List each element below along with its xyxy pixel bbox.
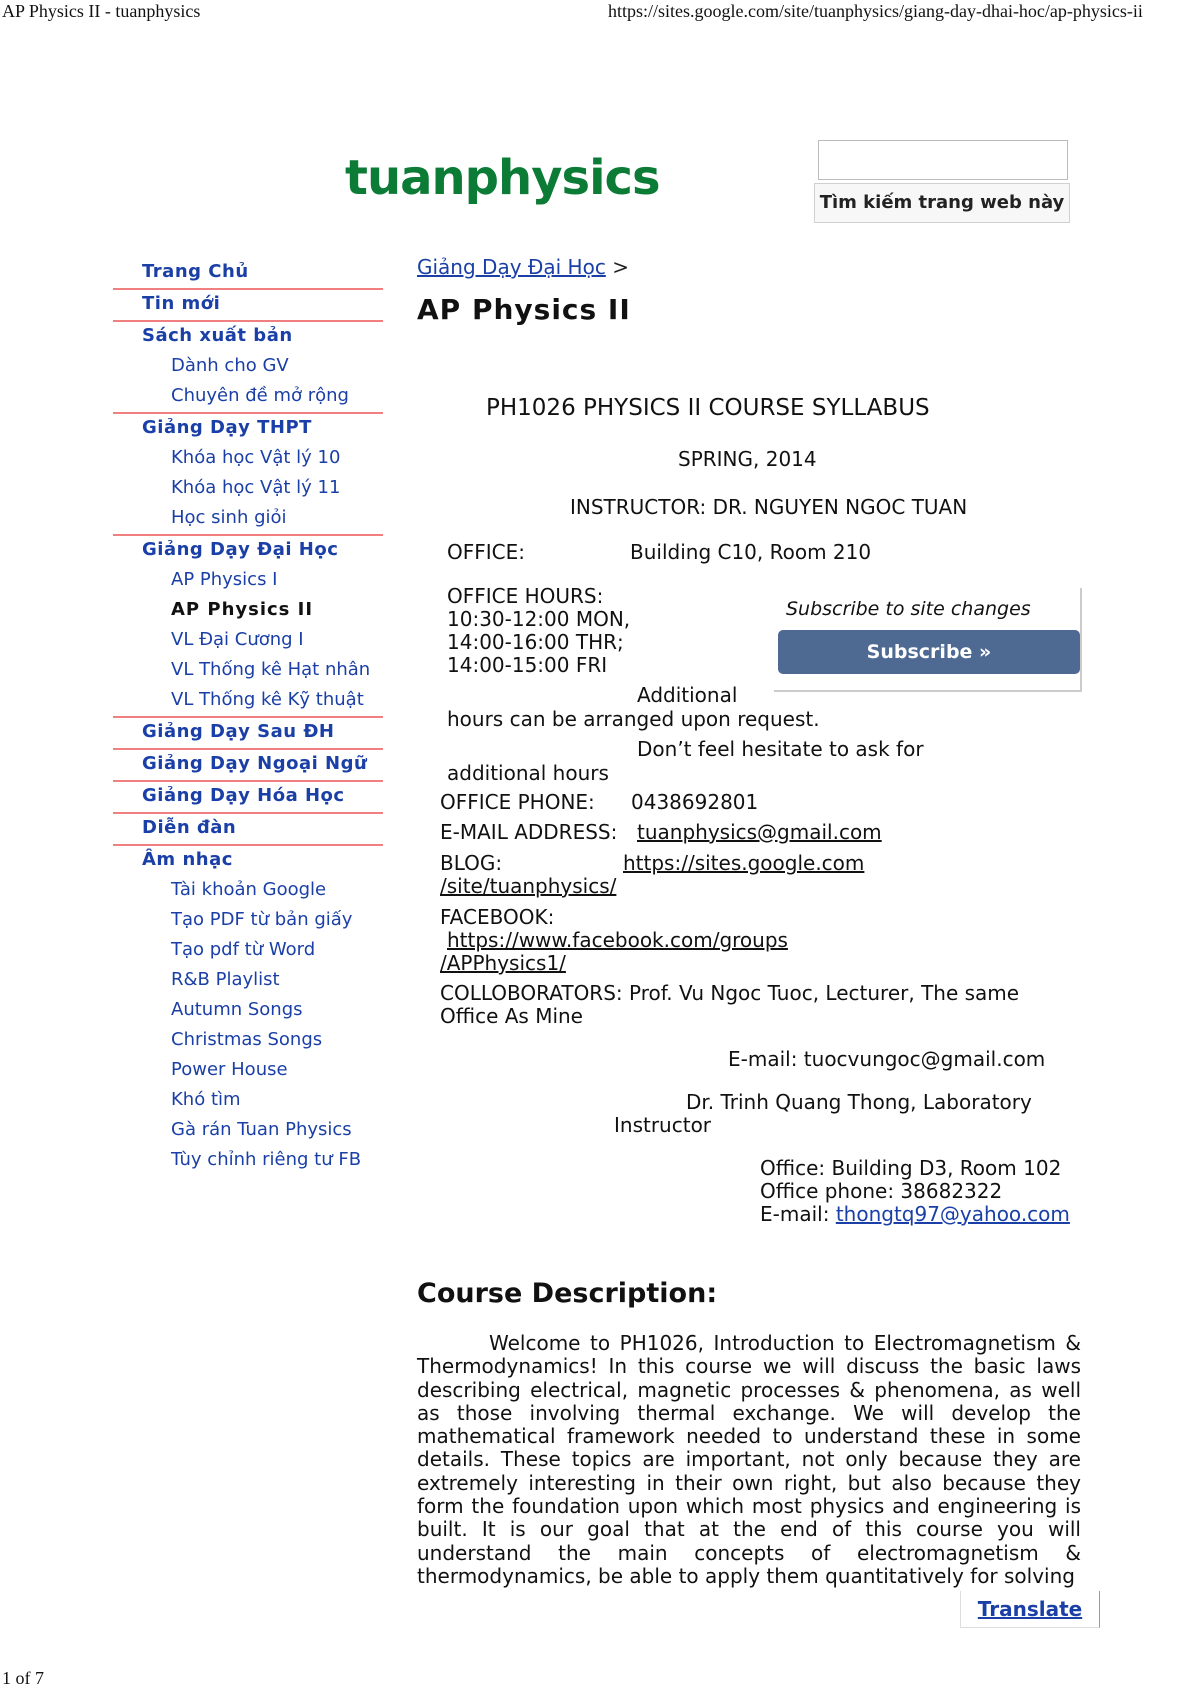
syllabus-title: PH1026 PHYSICS II COURSE SYLLABUS [486, 395, 930, 421]
additional-hours-1a: Additional [637, 683, 738, 707]
nav-subitem-tai-khoan-google[interactable]: Tài khoản Google [171, 879, 327, 900]
lab-office: Office: Building D3, Room 102 [760, 1156, 1062, 1180]
breadcrumb [417, 255, 629, 279]
blog-link-line-2[interactable]: /site/tuanphysics/ [440, 874, 617, 898]
nav-item-sach-xuat-ban[interactable]: Sách xuất bản [142, 325, 293, 346]
blog-label: BLOG: [440, 851, 503, 875]
breadcrumb-link[interactable]: Giảng Dạy Đại Học [417, 255, 606, 279]
office-phone-value: 0438692801 [631, 790, 759, 814]
breadcrumb-separator: > [612, 255, 629, 279]
term: SPRING, 2014 [678, 447, 817, 471]
nav-item-tin-moi[interactable]: Tin mới [113, 290, 383, 322]
translate-widget [960, 1591, 1100, 1628]
lab-instructor-line-1: Dr. Trinh Quang Thong, Laboratory [686, 1090, 1032, 1114]
subscribe-button[interactable]: Subscribe » [778, 630, 1080, 674]
nav-subitem-vl-dai-cuong[interactable]: VL Đại Cương I [171, 629, 304, 650]
page-counter: 1 of 7 [2, 1668, 44, 1688]
office-label: OFFICE: [447, 540, 525, 564]
additional-hours-2b: additional hours [447, 761, 609, 785]
sidebar-nav [113, 258, 383, 1176]
page-title: AP Physics II [417, 293, 631, 326]
lab-phone: Office phone: 38682322 [760, 1179, 1003, 1203]
nav-item-giang-day-ngoai-ngu[interactable]: Giảng Dạy Ngoại Ngữ [113, 750, 383, 782]
lab-email-row [760, 1202, 1070, 1226]
lab-email-link[interactable]: thongtq97@yahoo.com [835, 1202, 1070, 1226]
additional-hours-2a: Don’t feel hesitate to ask for [637, 737, 924, 761]
facebook-label: FACEBOOK: [440, 905, 555, 929]
collaborators-line-2: Office As Mine [440, 1004, 583, 1028]
nav-subitem-ga-ran[interactable]: Gà rán Tuan Physics [171, 1119, 352, 1140]
nav-subitem-danh-cho-gv[interactable]: Dành cho GV [171, 355, 289, 376]
nav-item-am-nhac[interactable]: Âm nhạc [142, 849, 233, 870]
search-button[interactable]: Tìm kiếm trang web này [814, 183, 1070, 223]
window-title: AP Physics II - tuanphysics [2, 1, 201, 21]
nav-item-giang-day-sau-dh[interactable]: Giảng Dạy Sau ĐH [113, 718, 383, 750]
nav-subitem-hoc-sinh-gioi[interactable]: Học sinh giỏi [113, 504, 383, 536]
nav-item-giang-day-thpt[interactable]: Giảng Dạy THPT [142, 417, 312, 438]
nav-subitem-rb-playlist[interactable]: R&B Playlist [171, 969, 280, 990]
nav-subitem-tuy-chinh[interactable]: Tùy chỉnh riêng tư FB [171, 1149, 362, 1170]
collaborators-line-1: COLLOBORATORS: Prof. Vu Ngoc Tuoc, Lecturer, The same [440, 981, 1020, 1005]
nav-subitem-vl-ky-thuat[interactable]: VL Thống kê Kỹ thuật [113, 686, 383, 718]
nav-item-trang-chu[interactable]: Trang Chủ [113, 258, 383, 290]
office-hours-1: 10:30-12:00 MON, [447, 607, 631, 631]
nav-subitem-ap-physics-1[interactable]: AP Physics I [171, 569, 278, 590]
nav-item-giang-day-dai-hoc[interactable]: Giảng Dạy Đại Học [142, 539, 339, 560]
nav-item-dien-dan[interactable]: Diễn đàn [113, 814, 383, 846]
office-hours-3: 14:00-15:00 FRI [447, 653, 608, 677]
collaborator-email: E-mail: tuocvungoc@gmail.com [728, 1047, 1046, 1071]
nav-subitem-christmas-songs[interactable]: Christmas Songs [171, 1029, 323, 1050]
nav-item-giang-day-hoa-hoc[interactable]: Giảng Dạy Hóa Học [113, 782, 383, 814]
nav-subitem-khoa-hoc-11[interactable]: Khóa học Vật lý 11 [171, 477, 341, 498]
nav-subitem-khoa-hoc-10[interactable]: Khóa học Vật lý 10 [171, 447, 341, 468]
nav-subitem-vl-hat-nhan[interactable]: VL Thống kê Hạt nhân [171, 659, 371, 680]
facebook-link-line-1[interactable]: https://www.facebook.com/groups [447, 928, 788, 952]
office-value: Building C10, Room 210 [630, 540, 872, 564]
course-description-text: Welcome to PH1026, Introduction to Electromagnetism & Thermodynamics! In this course we will discuss the basic laws describing electrical, magnetic processes & phenomena, as well as those involving thermal exchange. We will develop the mathematical framework needed to understand these in some details. These topics are important, not only because they are extremely interesting in their own right, but also because they form the foundation upon which most physics and engineering is built. It is our goal that at the end of this course you will understand the main concepts of electromagnetism & thermodynamics, be able to apply them quantitatively for solving [417, 1331, 1081, 1588]
email-link[interactable]: tuanphysics@gmail.com [637, 820, 882, 844]
instructor: INSTRUCTOR: DR. NGUYEN NGOC TUAN [570, 495, 968, 519]
nav-subitem-power-house[interactable]: Power House [171, 1059, 288, 1080]
additional-hours-1b: hours can be arranged upon request. [447, 707, 820, 731]
blog-link-line-1[interactable]: https://sites.google.com [623, 851, 865, 875]
site-title[interactable]: tuanphysics [345, 150, 660, 206]
lab-instructor-line-2: Instructor [614, 1113, 712, 1137]
lab-email-label: E-mail: [760, 1202, 830, 1226]
nav-subitem-tao-pdf-ban-giay[interactable]: Tạo PDF từ bản giấy [171, 909, 353, 930]
course-description-heading: Course Description: [417, 1278, 718, 1309]
office-hours-label: OFFICE HOURS: [447, 584, 604, 608]
subscribe-label: Subscribe to site changes [786, 598, 1031, 620]
facebook-link-line-2[interactable]: /APPhysics1/ [440, 951, 566, 975]
page-url: https://sites.google.com/site/tuanphysics/giang-day-dhai-hoc/ap-physics-ii [608, 1, 1143, 21]
email-label: E-MAIL ADDRESS: [440, 820, 618, 844]
nav-subitem-autumn-songs[interactable]: Autumn Songs [171, 999, 303, 1020]
nav-subitem-chuyen-de[interactable]: Chuyên đề mở rộng [113, 382, 383, 414]
translate-link[interactable]: Translate [977, 1597, 1083, 1621]
nav-subitem-tao-pdf-word[interactable]: Tạo pdf từ Word [171, 939, 316, 960]
nav-subitem-ap-physics-2-current: AP Physics II [171, 599, 314, 620]
nav-subitem-kho-tim[interactable]: Khó tìm [171, 1089, 241, 1110]
office-phone-label: OFFICE PHONE: [440, 790, 595, 814]
search-input[interactable] [818, 140, 1068, 180]
office-hours-2: 14:00-16:00 THR; [447, 630, 624, 654]
